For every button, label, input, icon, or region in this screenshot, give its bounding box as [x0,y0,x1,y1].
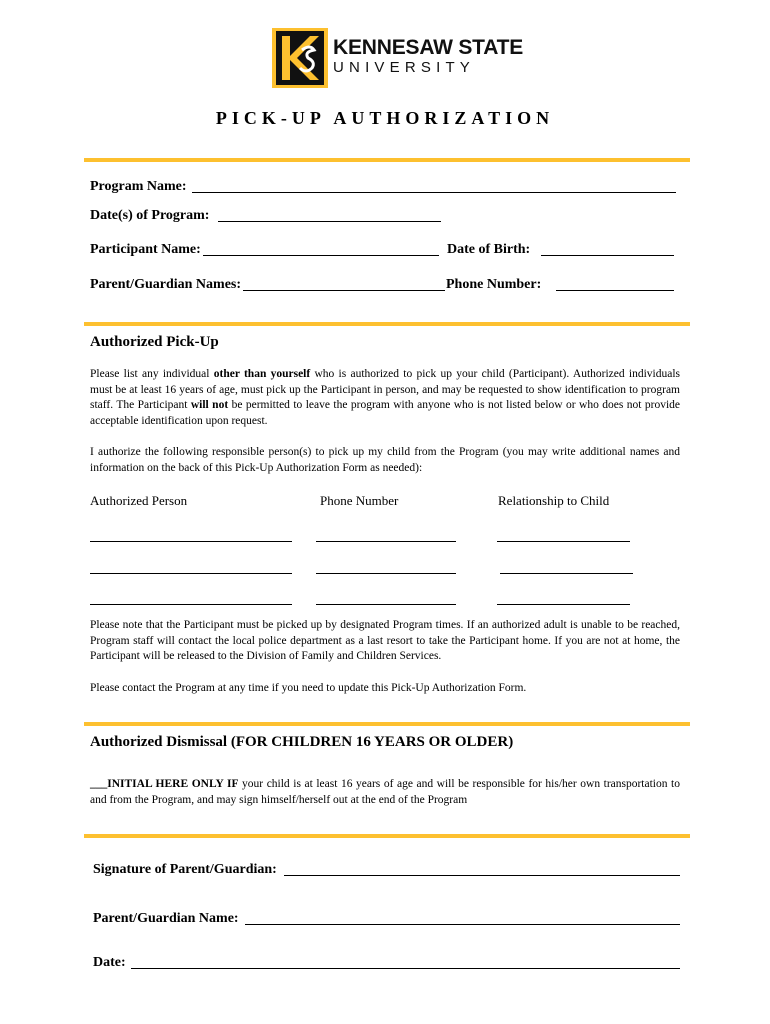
authorized-person-field-1[interactable] [90,541,292,542]
ksu-logo [272,28,524,90]
text-bold: other than yourself [213,368,311,380]
text-bold: will not [190,399,229,411]
phone-field-3[interactable] [316,604,456,605]
date-field[interactable] [131,968,680,969]
parent-guardian-names-field[interactable] [243,290,445,291]
phone-field-1[interactable] [316,541,456,542]
relationship-field-3[interactable] [497,604,630,605]
pickup-heading: Authorized Pick-Up [90,334,219,350]
authorized-person-field-3[interactable] [90,604,292,605]
parent-guardian-names-label: Parent/Guardian Names: [90,277,242,292]
text-segment: be permitted to leave the program with anyone who is not listed below or who does not provide acceptable identification upon request. [90,399,681,427]
divider [84,158,690,162]
pickup-paragraph-1 [90,367,680,429]
pickup-paragraph-4: Please contact the Program at any time if you need to update this Pick-Up Authorization Form. [90,682,527,694]
dismissal-heading: Authorized Dismissal (FOR CHILDREN 16 YEARS OR OLDER) [90,734,514,750]
program-name-label: Program Name: [90,179,187,194]
column-phone-number: Phone Number [320,493,399,508]
dismissal-paragraph [90,777,680,808]
signature-label: Signature of Parent/Guardian: [93,862,277,877]
text-segment: who is authorized to pick up your child (Participant). Authorized individuals must be at least 16 years of age, must pick up the Participant in person, and may be requested to show identification to program staff. The Participant [90,368,680,411]
divider [84,322,690,326]
signature-field[interactable] [284,875,680,876]
date-of-birth-field[interactable] [541,255,674,256]
participant-name-label: Participant Name: [90,242,201,257]
relationship-field-1[interactable] [497,541,630,542]
text-segment: Please list any individual [90,368,214,380]
guardian-name-label: Parent/Guardian Name: [93,911,239,926]
guardian-name-field[interactable] [245,924,680,925]
divider [84,834,690,838]
page-title: PICK-UP AUTHORIZATION [215,108,555,128]
relationship-field-2[interactable] [500,573,633,574]
text-bold: INITIAL HERE ONLY IF [107,778,239,790]
phone-number-label: Phone Number: [446,277,542,292]
program-name-field[interactable] [192,192,676,193]
phone-field-2[interactable] [316,573,456,574]
divider [84,722,690,726]
pickup-paragraph-3: Please note that the Participant must be picked up by designated Program times. If an authorized adult is unable to be reached, Program staff will contact the local police department as a last resort to take the Participant home. If you are not at home, the Participant will be released to the Division of Family and Children Services. [90,619,680,662]
column-authorized-person: Authorized Person [90,493,188,508]
logo-line1: KENNESAW STATE [333,36,524,59]
pickup-paragraph-2: I authorize the following responsible person(s) to pick up my child from the Program (you may write additional names and information on the back of this Pick-Up Authorization Form as needed): [90,446,680,474]
ksu-emblem-icon [272,28,328,88]
dates-of-program-label: Date(s) of Program: [90,208,210,223]
text-segment: your child is at least 16 years of age and will be responsible for his/her own transportation to and from the Program, and may sign himself/herself out at the end of the Program [90,778,680,806]
authorized-person-field-2[interactable] [90,573,292,574]
initial-blank-field[interactable]: ___ [90,778,108,790]
logo-line2: UNIVERSITY [333,59,476,76]
column-relationship: Relationship to Child [498,493,610,508]
dates-of-program-field[interactable] [218,221,441,222]
date-label: Date: [93,955,126,970]
phone-number-field[interactable] [556,290,674,291]
date-of-birth-label: Date of Birth: [447,242,531,257]
participant-name-field[interactable] [203,255,439,256]
